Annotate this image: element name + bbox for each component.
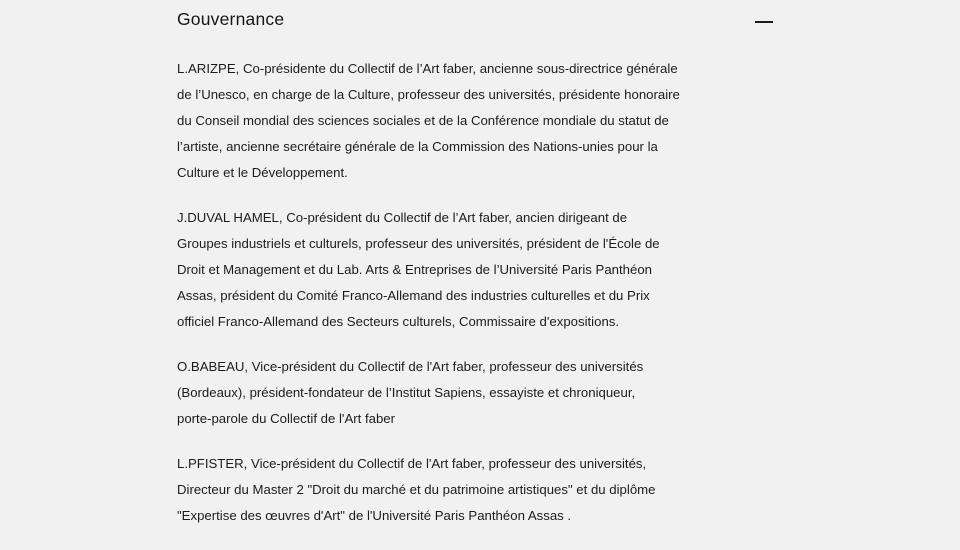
accordion-header[interactable] [177, 0, 777, 42]
text-line: de l’Unesco, en charge de la Culture, professeur des universités, présidente honoraire [177, 87, 680, 102]
text-line: du Conseil mondial des sciences sociales et de la Conférence mondiale du statut de [177, 113, 669, 128]
text-line: Groupes industriels et culturels, professeur des universités, président de l'École de [177, 236, 660, 251]
text-line: Assas, président du Comité Franco-Allemand des industries culturelles et du Prix [177, 288, 650, 303]
text-line: "Expertise des œuvres d'Art" de l'Université Paris Panthéon Assas . [177, 508, 572, 523]
member-paragraph-babeau [177, 354, 777, 432]
member-paragraph-arizpe [177, 56, 777, 186]
text-line: L.ARIZPE, Co-présidente du Collectif de l’Art faber, ancienne sous-directrice générale [177, 61, 678, 76]
section-title: Gouvernance [177, 9, 285, 29]
gouvernance-accordion [177, 0, 777, 523]
text-line: Culture et le Développement. [177, 165, 348, 180]
minus-icon[interactable] [754, 12, 774, 32]
text-line: O.BABEAU, Vice-président du Collectif de l'Art faber, professeur des universités [177, 359, 644, 374]
accordion-body [177, 56, 777, 548]
text-line: porte-parole du Collectif de l'Art faber [177, 411, 396, 426]
text-line: l’artiste, ancienne secrétaire générale de la Commission des Nations-unies pour la [177, 139, 658, 154]
text-line: L.PFISTER, Vice-président du Collectif de l'Art faber, professeur des universités, [177, 456, 647, 471]
text-line: Droit et Management et du Lab. Arts & Entreprises de l’Université Paris Panthéon [177, 262, 652, 277]
member-paragraph-duval-hamel [177, 205, 777, 335]
text-line: Directeur du Master 2 "Droit du marché et du patrimoine artistiques" et du diplôme [177, 482, 656, 497]
text-line: J.DUVAL HAMEL, Co-président du Collectif de l’Art faber, ancien dirigeant de [177, 210, 628, 225]
member-paragraph-pfister [177, 451, 777, 529]
text-line: officiel Franco-Allemand des Secteurs culturels, Commissaire d'expositions. [177, 314, 620, 329]
text-line: (Bordeaux), président-fondateur de l’Institut Sapiens, essayiste et chroniqueur, [177, 385, 636, 400]
